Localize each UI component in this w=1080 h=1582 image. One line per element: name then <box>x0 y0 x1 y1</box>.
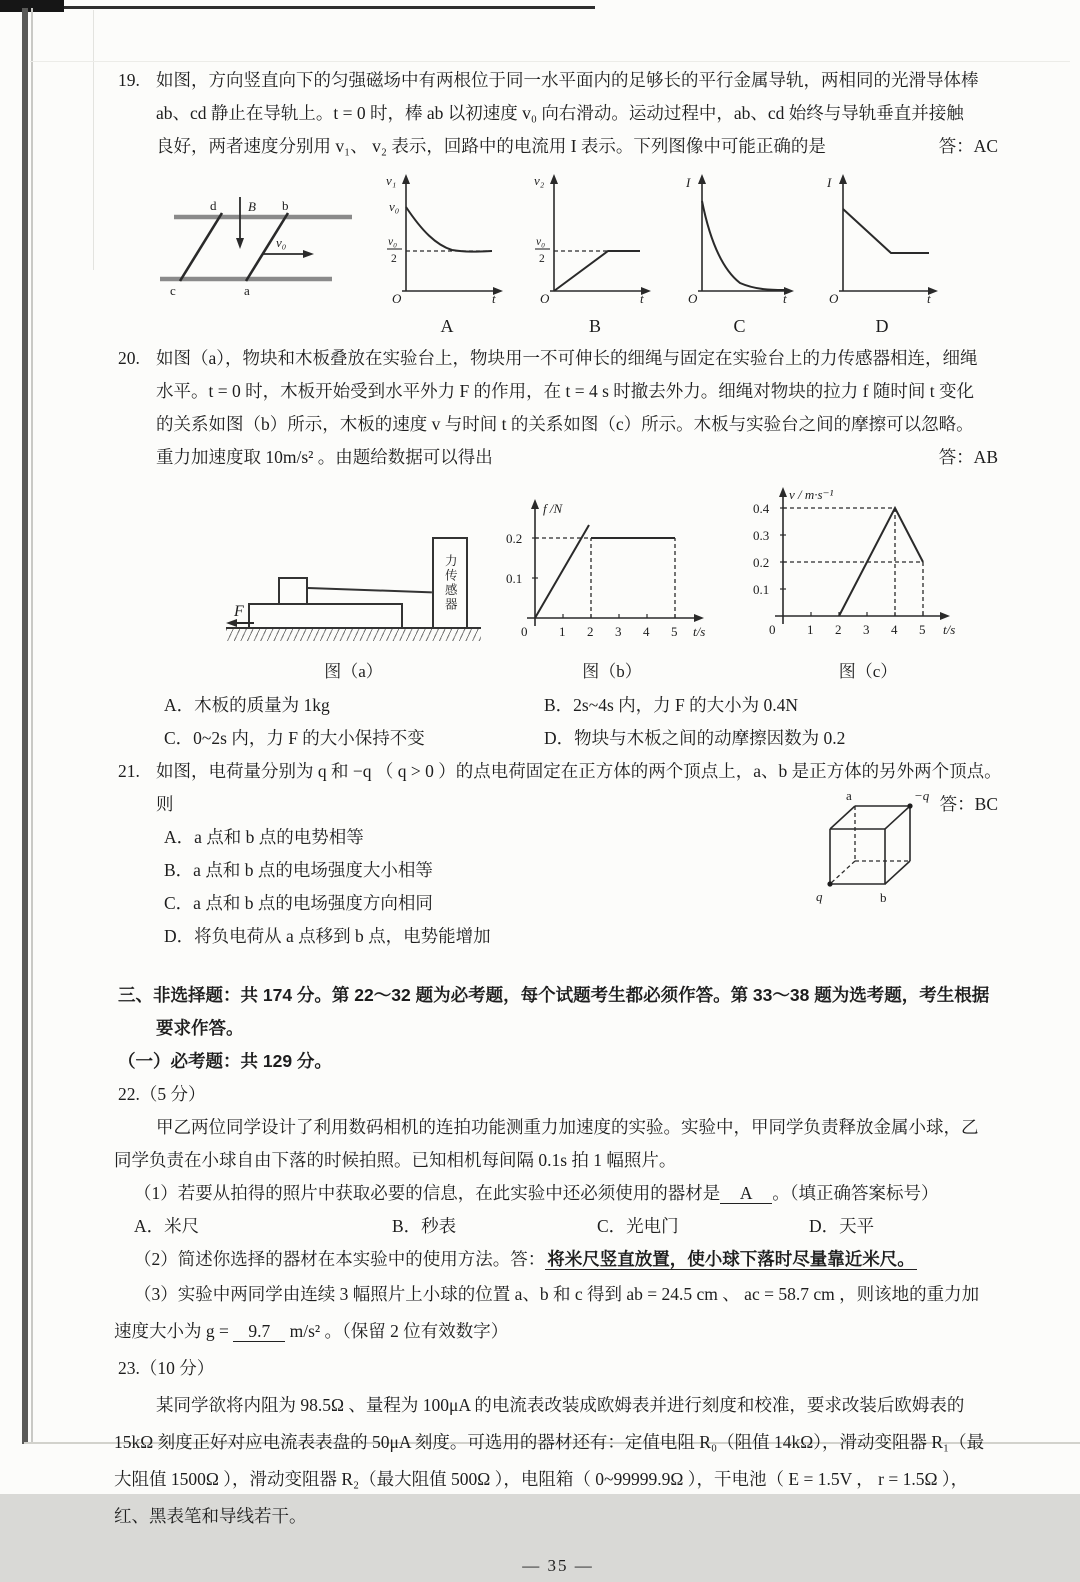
q19-graph-c-plot <box>682 171 797 305</box>
question-22 <box>114 1078 998 1350</box>
force-f-arrow <box>226 616 256 630</box>
q20-number: 20. <box>118 348 140 368</box>
section-3-subheading: （一）必考题：共 129 分。 <box>118 1051 332 1071</box>
q20-option-b: B．2s~4s 内，力 F 的大小为 0.4N <box>544 695 799 715</box>
xtick-4: 4 <box>643 624 650 639</box>
question-19 <box>118 64 998 163</box>
ytick-02: 0.2 <box>753 555 770 570</box>
question-23 <box>114 1350 998 1535</box>
xlabel: t <box>640 291 644 306</box>
q22-part3-text: 速度大小为 g = <box>114 1321 229 1341</box>
q21-line1 <box>118 755 1002 788</box>
xlabel: t/s <box>693 624 706 639</box>
q20-text1: 如图（a），物块和木板叠放在实验台上，物块用一不可伸长的细绳与固定在实验台上的力传感器相连，细绳 <box>156 348 978 368</box>
frac-num: v₀ <box>388 236 398 248</box>
ylabel: f /N <box>543 501 563 516</box>
xtick-1: 1 <box>559 624 566 639</box>
q19-text1: 如图，方向竖直向下的匀强磁场中有两根位于同一水平面内的足够长的平行金属导轨，两相同的光滑导体棒 <box>156 70 979 90</box>
rail-label-c: c <box>170 283 176 298</box>
origin: O <box>392 291 402 306</box>
q20-fig-c <box>743 484 993 685</box>
q21-text2: 则 <box>156 794 174 814</box>
q19-line1 <box>118 64 998 97</box>
xtick-3: 3 <box>863 622 870 637</box>
xtick-1: 1 <box>807 622 814 637</box>
xlabel: t/s <box>943 622 956 637</box>
ylabel: v₁ <box>386 173 397 188</box>
q19-graph-a-plot <box>386 171 508 305</box>
q22-part1-answer-blank: A <box>720 1183 772 1204</box>
q21-number: 21. <box>118 761 140 781</box>
scan-edge-left-faint <box>93 10 94 270</box>
ytick-01: 0.1 <box>753 582 770 597</box>
ytick-02: 0.2 <box>506 531 523 546</box>
q19-graph-d-label: D <box>875 316 889 336</box>
q20-options <box>164 689 998 755</box>
page-content <box>114 64 1002 1582</box>
v0-tick: v₀ <box>389 199 400 214</box>
xtick-2: 2 <box>587 624 594 639</box>
rail-label-d: d <box>210 198 217 213</box>
q21-option-a: A．a 点和 b 点的电势相等 <box>164 827 364 847</box>
q22-part3-line2 <box>114 1313 998 1350</box>
q22-para-line1: 甲乙两位同学设计了利用数码相机的连拍功能测重力加速度的实验。实验中，甲同学负责释放金属小球，乙 <box>156 1117 979 1137</box>
q19-graph-a-label: A <box>440 316 454 336</box>
q21-answer: 答：BC <box>939 794 998 814</box>
q22-part1-tail: 。（填正确答案标号） <box>772 1183 939 1203</box>
charge-positive-dot <box>827 881 832 886</box>
q20-line4 <box>156 441 998 474</box>
q19-line2: ab、cd 静止在导轨上。t = 0 时，棒 ab 以初速度 v₀ 向右滑动。运动过程中，ab、cd 始终与导轨垂直并接触 <box>156 103 964 123</box>
ylabel: I <box>686 175 691 190</box>
question-21 <box>118 755 1002 953</box>
scan-edge-left <box>22 8 28 1444</box>
q23-para-line2: 15kΩ 刻度正好对应电流表表盘的 50μA 刻度。可选用的器材还有：定值电阻 R₀（阻值 14kΩ），滑动变阻器 R₁（最 <box>114 1432 985 1452</box>
origin: O <box>540 291 550 306</box>
q22-title: 22.（5 分） <box>118 1084 206 1104</box>
q20-fig-c-plot <box>743 484 993 648</box>
frac-den: 2 <box>391 253 397 265</box>
q22-option-d: D．天平 <box>809 1216 875 1236</box>
block <box>278 577 308 605</box>
q22-part2-text: （2）简述你选择的器材在本实验中的使用方法。答： <box>134 1249 546 1269</box>
q20-line3: 的关系如图（b）所示，木板的速度 v 与时间 t 的关系如图（c）所示。木板与实验台之间的摩擦可以忽略。 <box>156 414 974 434</box>
q20-line2: 水平。t = 0 时，木板开始受到水平外力 F 的作用，在 t = 4 s 时撤去外力。细绳对物块的拉力 f 随时间 t 变化 <box>156 381 974 401</box>
q20-option-c: C．0~2s 内，力 F 的大小保持不变 <box>164 728 425 748</box>
q21-text1: 如图，电荷量分别为 q 和 −q （ q > 0 ）的点电荷固定在正方体的两个顶点上，a、b 是正方体的另外两个顶点。 <box>156 761 1002 781</box>
page-number: — 35 — <box>522 1556 594 1575</box>
origin: O <box>688 291 698 306</box>
plank <box>248 603 403 629</box>
q20-fig-b <box>501 496 723 685</box>
cube-label-a: a <box>846 788 852 803</box>
xtick-3: 3 <box>615 624 622 639</box>
q22-part2-answer: 将米尺竖直放置，使小球下落时尽量靠近米尺。 <box>547 1249 915 1269</box>
q23-title: 23.（10 分） <box>118 1358 215 1378</box>
q23-para-line3: 大阻值 1500Ω ），滑动变阻器 R₂（最大阻值 500Ω ），电阻箱（ 0~99999.9Ω ），干电池（ E = 1.5V ， r = 1.5Ω ）， <box>114 1469 969 1489</box>
v0-arrowhead <box>303 250 314 258</box>
cube-label-negq: −q <box>914 788 930 803</box>
q19-graph-d <box>823 171 941 336</box>
q20-answer: 答：AB <box>938 447 998 467</box>
q19-line3 <box>156 130 998 163</box>
q20-option-a: A．木板的质量为 1kg <box>164 695 330 715</box>
q19-rail-diagram <box>160 187 360 302</box>
xtick-5: 5 <box>919 622 926 637</box>
q19-graph-b <box>534 171 656 336</box>
q22-option-b: B．秒表 <box>392 1216 457 1236</box>
q22-part1-text: （1）若要从拍得的照片中获取必要的信息，在此实验中还必须使用的器材是 <box>134 1183 721 1203</box>
q22-part1 <box>134 1177 998 1210</box>
q19-graph-b-label: B <box>588 316 601 336</box>
section-3-heading <box>118 979 998 1078</box>
xlabel: t <box>927 291 931 306</box>
q22-option-a: A．米尺 <box>134 1216 200 1236</box>
q19-graph-c-label: C <box>733 316 746 336</box>
charge-negative-dot <box>907 803 912 808</box>
q19-number: 19. <box>118 70 140 90</box>
origin-zero: 0 <box>769 622 776 637</box>
ylabel: v / m·s⁻¹ <box>789 487 834 502</box>
q19-graph-d-plot <box>823 171 941 305</box>
q22-part2 <box>134 1243 998 1276</box>
section-3-line1: 三、非选择题：共 174 分。第 22～32 题为必考题，每个试题考生都必须作答。第 33～38 题为选考题，考生根据 <box>118 985 990 1005</box>
force-f-label: F <box>234 603 244 620</box>
q22-part3-answer-blank: 9.7 <box>233 1321 285 1342</box>
ylabel: v₂ <box>534 173 545 188</box>
xtick-4: 4 <box>891 622 898 637</box>
cube-label-b: b <box>880 890 887 905</box>
q20-line1 <box>118 342 998 375</box>
q19-text3: 良好，两者速度分别用 v₁、 v₂ 表示，回路中的电流用 I 表示。下列图像中可能正确的是 <box>156 136 826 156</box>
q19-answer: 答：AC <box>938 136 998 156</box>
ytick-04: 0.4 <box>753 501 770 516</box>
q19-graph-a <box>386 171 508 336</box>
b-field-label: B <box>248 199 256 214</box>
rail-label-b: b <box>282 198 289 213</box>
frac-den: 2 <box>539 253 545 265</box>
v0-label: v₀ <box>276 235 287 250</box>
q23-para-line1: 某同学欲将内阻为 98.5Ω 、量程为 100μA 的电流表改装成欧姆表并进行刻度和校准，要求改装后欧姆表的 <box>156 1395 965 1415</box>
scan-edge-top <box>0 6 595 9</box>
string <box>308 587 432 593</box>
origin: O <box>829 291 839 306</box>
section-3-line2: 要求作答。 <box>156 1018 244 1038</box>
q20-fig-b-caption: 图（b） <box>582 662 642 681</box>
q20-fig-a-drawing <box>226 499 481 659</box>
q20-fig-b-plot <box>501 496 723 648</box>
ytick-01: 0.1 <box>506 571 523 586</box>
xtick-2: 2 <box>835 622 842 637</box>
q22-option-c: C．光电门 <box>597 1216 679 1236</box>
scan-line-horizontal <box>30 61 1070 62</box>
q22-para-line2: 同学负责在小球自由下落的时候拍照。已知相机每间隔 0.1s 拍 1 幅照片。 <box>114 1150 677 1170</box>
q20-fig-a <box>226 499 481 685</box>
q21-option-d: D．将负电荷从 a 点移到 b 点，电势能增加 <box>164 926 491 946</box>
q20-figures <box>226 484 998 685</box>
rail-label-a: a <box>244 283 250 298</box>
q22-part3-line1: （3）实验中两同学由连续 3 幅照片上小球的位置 a、b 和 c 得到 ab = 24.5 cm 、 ac = 58.7 cm ，则该地的重力加 <box>134 1284 980 1304</box>
ylabel: I <box>827 175 832 190</box>
q21-option-b: B．a 点和 b 点的电场强度大小相等 <box>164 860 433 880</box>
q22-options <box>134 1210 998 1243</box>
q22-part3-tail: m/s² 。（保留 2 位有效数字） <box>289 1321 509 1341</box>
force-sensor-label: 力传感器 <box>443 554 458 612</box>
cube-label-q: q <box>816 889 823 904</box>
frac-num: v₀ <box>536 236 546 248</box>
q19-graph-c <box>682 171 797 336</box>
q20-fig-a-caption: 图（a） <box>324 662 383 681</box>
q19-figures <box>160 171 998 336</box>
q21-option-c: C．a 点和 b 点的电场强度方向相同 <box>164 893 433 913</box>
question-20 <box>118 342 998 474</box>
q23-para-line4: 红、黑表笔和导线若干。 <box>114 1506 307 1526</box>
q20-option-d: D．物块与木板之间的动摩擦因数为 0.2 <box>544 728 846 748</box>
ytick-03: 0.3 <box>753 528 770 543</box>
xlabel: t <box>492 291 496 306</box>
q20-fig-c-caption: 图（c） <box>838 662 898 681</box>
q21-cube-figure <box>802 789 952 914</box>
b-field-arrowhead <box>236 238 244 249</box>
force-sensor <box>432 537 468 629</box>
origin-zero: 0 <box>521 624 528 639</box>
xtick-5: 5 <box>671 624 678 639</box>
q20-text4: 重力加速度取 10m/s² 。由题给数据可以得出 <box>156 447 493 467</box>
q19-graph-b-plot <box>534 171 656 305</box>
table-ground <box>226 627 481 641</box>
xlabel: t <box>783 291 787 306</box>
scan-edge-left-light <box>31 8 33 1444</box>
